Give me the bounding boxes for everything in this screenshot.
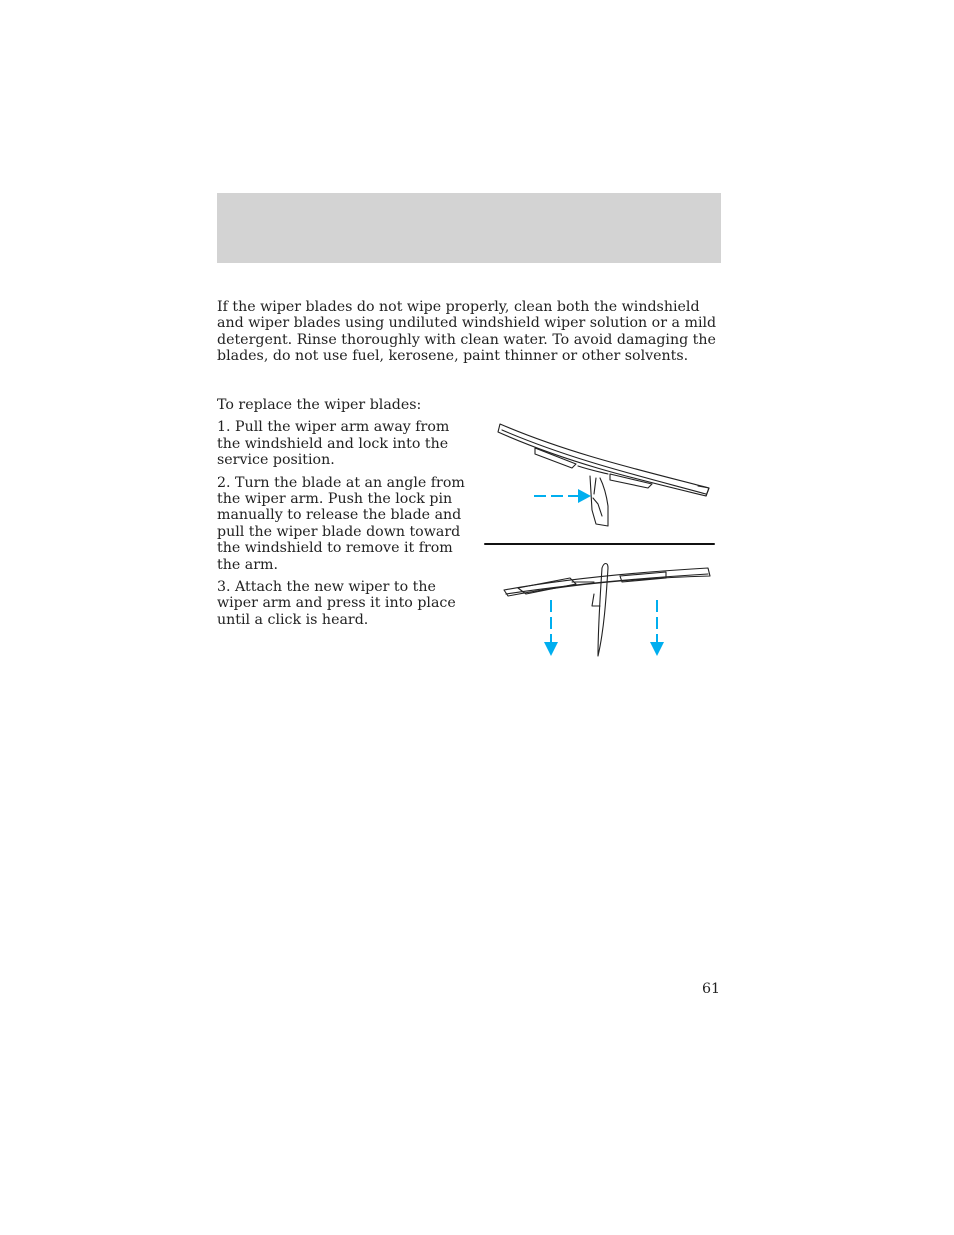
section-header-band [217,193,721,263]
step-2: 2. Turn the blade at an angle from the wiper arm. Push the lock pin manually to release the blade and pull the wiper blade down toward the windshield to remove it from the arm. [217,474,465,573]
down-arrow-left [544,600,558,656]
down-arrow-right [650,600,664,656]
wiper-cleaning-paragraph: If the wiper blades do not wipe properly, clean both the windshield and wiper blades using undiluted windshield wiper solution or a mild detergent. Rinse thoroughly with clean water. To avoid damaging the blades, do not use fuel, kerosene, paint thinner or other solvents. [217,299,717,365]
replacement-steps [217,397,473,634]
step-1: 1. Pull the wiper arm away from the windshield and lock into the service position. [217,419,450,469]
page-number: 61 [701,981,720,997]
step-3: 3. Attach the new wiper to the wiper arm and press it into place until a click is heard. [217,579,456,628]
steps-lead: To replace the wiper blades: [217,397,422,413]
push-arrow [534,489,591,503]
wiper-blade-illustration [480,418,720,662]
wiper-arm-upper [590,476,608,526]
